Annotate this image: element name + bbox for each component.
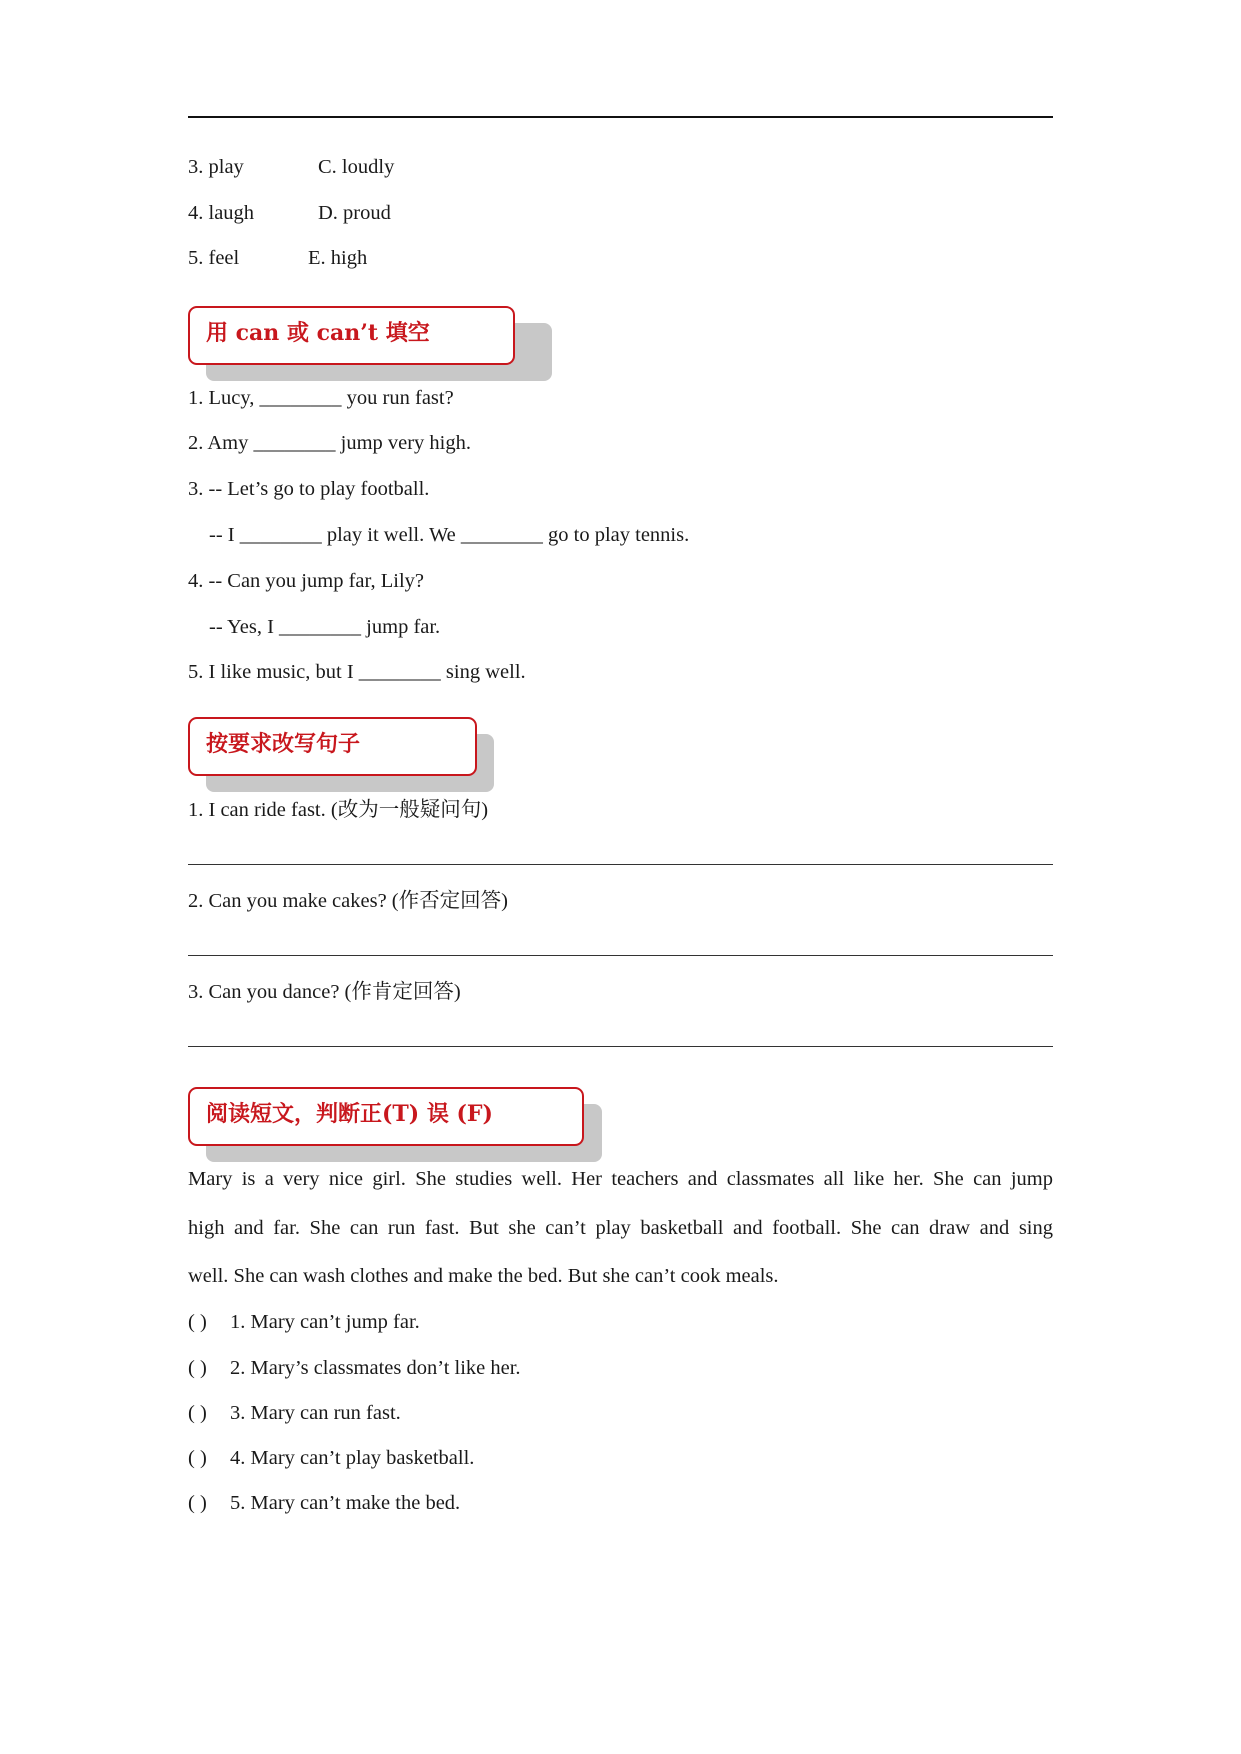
fill-item-3: 3. -- Let’s go to play football. [188, 478, 430, 500]
answer-bracket[interactable]: ( ) [188, 1357, 207, 1379]
rewrite-item-2: 2. Can you make cakes? (作否定回答) [188, 890, 508, 912]
passage-line-1: Mary is a very nice girl. She studies well. Her teachers and classmates all like her. She can jump [188, 1168, 1053, 1190]
rewrite-item-1: 1. I can ride fast. (改为一般疑问句) [188, 799, 489, 821]
tf-statement-1: 1. Mary can’t jump far. [230, 1311, 420, 1333]
answer-line [188, 955, 1053, 956]
match-right-c: C. loudly [318, 156, 395, 178]
answer-bracket[interactable]: ( ) [188, 1447, 207, 1469]
passage-line-3: well. She can wash clothes and make the bed. But she can’t cook meals. [188, 1265, 779, 1287]
answer-line [188, 864, 1053, 865]
passage-line-2: high and far. She can run fast. But she can’t play basketball and football. She can draw and sing [188, 1217, 1053, 1239]
answer-bracket[interactable]: ( ) [188, 1402, 207, 1424]
tf-statement-5: 5. Mary can’t make the bed. [230, 1492, 461, 1514]
match-left-3: 3. play [188, 156, 244, 178]
rewrite-item-3: 3. Can you dance? (作肯定回答) [188, 981, 461, 1003]
answer-bracket[interactable]: ( ) [188, 1311, 207, 1333]
fill-item-4-reply: -- Yes, I ________ jump far. [209, 616, 441, 638]
section-title: 按要求改写句子 [206, 731, 361, 757]
fill-item-2: 2. Amy ________ jump very high. [188, 432, 472, 454]
match-right-d: D. proud [318, 202, 391, 224]
fill-item-1: 1. Lucy, ________ you run fast? [188, 387, 454, 409]
match-left-5: 5. feel [188, 247, 240, 269]
answer-bracket[interactable]: ( ) [188, 1492, 207, 1514]
section-title: 阅读短文，判断正(T) 误 (F) [206, 1101, 493, 1127]
fill-item-3-reply: -- I ________ play it well. We ________ go to play tennis. [209, 524, 690, 546]
tf-statement-4: 4. Mary can’t play basketball. [230, 1447, 475, 1469]
header-rule [188, 116, 1053, 118]
match-right-e: E. high [308, 247, 368, 269]
answer-line [188, 1046, 1053, 1047]
tf-statement-3: 3. Mary can run fast. [230, 1402, 401, 1424]
match-left-4: 4. laugh [188, 202, 255, 224]
fill-item-4: 4. -- Can you jump far, Lily? [188, 570, 425, 592]
fill-item-5: 5. I like music, but I ________ sing well. [188, 661, 526, 683]
tf-statement-2: 2. Mary’s classmates don’t like her. [230, 1357, 521, 1379]
section-title: 用 can 或 can’t 填空 [206, 320, 430, 346]
